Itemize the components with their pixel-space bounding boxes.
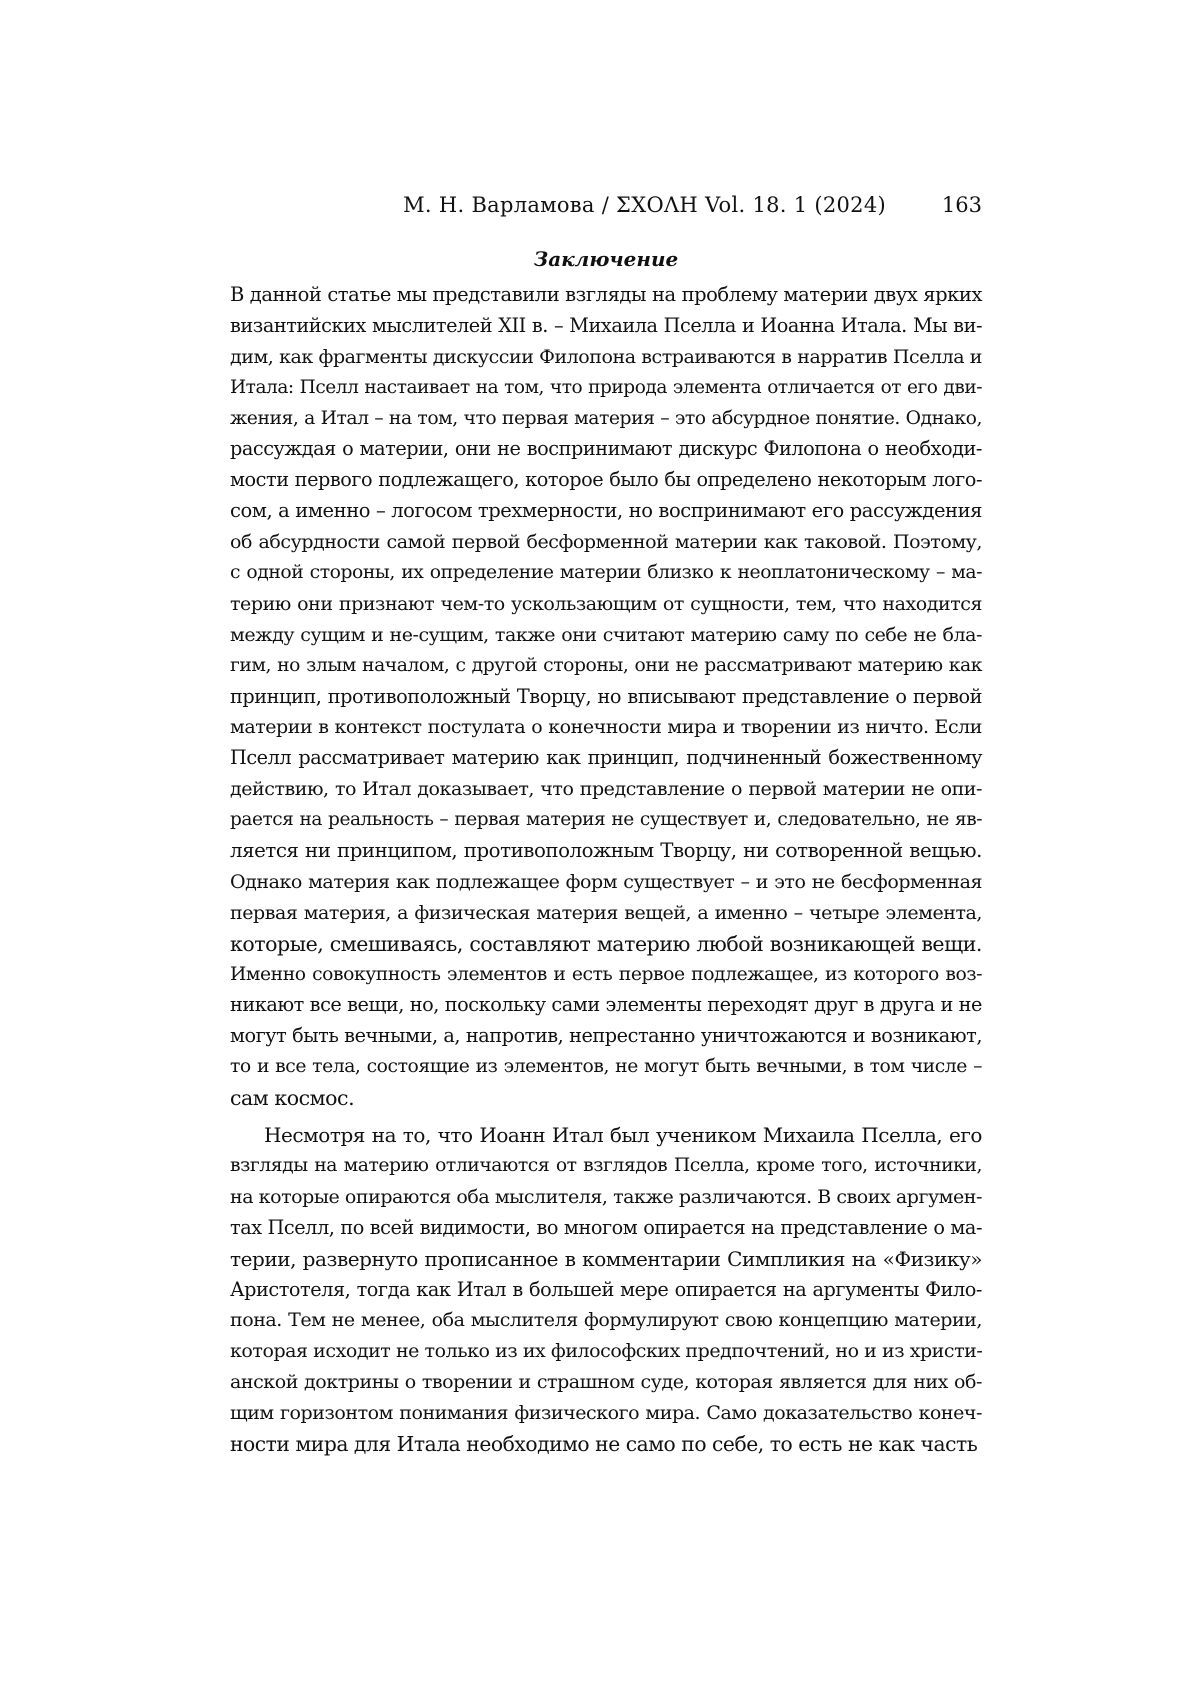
text-line: анской доктрины о творении и страшном суде, которая является для них об- [230,1367,982,1398]
text-line: принцип, противоположный Творцу, но вписывают представление о первой [230,682,982,713]
text-line: Аристотеля, тогда как Итал в большей мере опирается на аргументы Фило- [230,1275,982,1306]
text-line: гим, но злым началом, с другой стороны, они не рассматривают материю как [230,651,982,682]
text-line: об абсурдности самой первой бесформенной материи как таковой. Поэтому, [230,527,982,558]
section-title: Заключение [230,246,982,272]
paragraph-2 [230,1120,982,1460]
text-line: В данной статье мы представили взгляды на проблему материи двух ярких [230,280,982,311]
text-line: жения, а Итал – на том, что первая материя – это абсурдное понятие. Однако, [230,404,982,435]
text-line: рассуждая о материи, они не воспринимают дискурс Филопона о необходи- [230,434,982,465]
text-line: сам космос. [230,1083,982,1114]
running-header [230,190,982,220]
text-line: ности мира для Итала необходимо не само по себе, то есть не как часть [230,1429,982,1460]
text-line: между сущим и не-сущим, также они считают материю саму по себе не бла- [230,620,982,651]
text-line: никают все вещи, но, поскольку сами элементы переходят друг в друга и не [230,990,982,1021]
text-line: с одной стороны, их определение материи близко к неоплатоническому – ма- [230,558,982,589]
text-line: Итала: Пселл настаивает на том, что природа элемента отличается от его дви- [230,373,982,404]
text-line: действию, то Итал доказывает, что представление о первой материи не опи- [230,774,982,805]
text-line: то и все тела, состоящие из элементов, не могут быть вечными, в том числе – [230,1052,982,1083]
text-line: рается на реальность – первая материя не существует и, следовательно, не яв- [230,805,982,836]
text-line: материи в контекст постулата о конечности мира и творении из ничто. Если [230,712,982,743]
text-line: Несмотря на то, что Иоанн Итал был учеником Михаила Пселла, его [230,1120,982,1151]
page-number: 163 [942,190,982,220]
body-text [230,280,982,1460]
text-line: византийских мыслителей XII в. – Михаила Пселла и Иоанна Итала. Мы ви- [230,311,982,342]
text-line: на которые опираются оба мыслителя, также различаются. В своих аргумен- [230,1182,982,1213]
text-line: тах Пселл, по всей видимости, во многом опирается на представление о ма- [230,1213,982,1244]
text-line: пона. Тем не менее, оба мыслителя формулируют свою концепцию материи, [230,1305,982,1336]
paragraph-1 [230,280,982,1114]
running-head-title: М. Н. Варламова / ΣΧΟΛΗ Vol. 18. 1 (2024) [403,190,886,220]
text-line: Однако материя как подлежащее форм существует – и это не бесформенная [230,867,982,898]
text-line: сом, а именно – логосом трехмерности, но воспринимают его рассуждения [230,496,982,527]
text-line: первая материя, а физическая материя вещей, а именно – четыре элемента, [230,898,982,929]
text-line: которая исходит не только из их философских предпочтений, но и из христи- [230,1336,982,1367]
text-line: Пселл рассматривает материю как принцип, подчиненный божественному [230,743,982,774]
text-line: мости первого подлежащего, которое было бы определено некоторым лого- [230,465,982,496]
text-line: терию они признают чем-то ускользающим от сущности, тем, что находится [230,589,982,620]
text-line: Именно совокупность элементов и есть первое подлежащее, из которого воз- [230,960,982,991]
text-line: которые, смешиваясь, составляют материю любой возникающей вещи. [230,929,982,960]
text-line: дим, как фрагменты дискуссии Филопона встраиваются в нарратив Пселла и [230,342,982,373]
text-line: могут быть вечными, а, напротив, непрестанно уничтожаются и возникают, [230,1021,982,1052]
text-line: терии, развернуто прописанное в комментарии Симпликия на «Физику» [230,1244,982,1275]
text-line: ляется ни принципом, противоположным Творцу, ни сотворенной вещью. [230,836,982,867]
text-line: взгляды на материю отличаются от взглядов Пселла, кроме того, источники, [230,1151,982,1182]
text-line: щим горизонтом понимания физического мира. Само доказательство конеч- [230,1398,982,1429]
